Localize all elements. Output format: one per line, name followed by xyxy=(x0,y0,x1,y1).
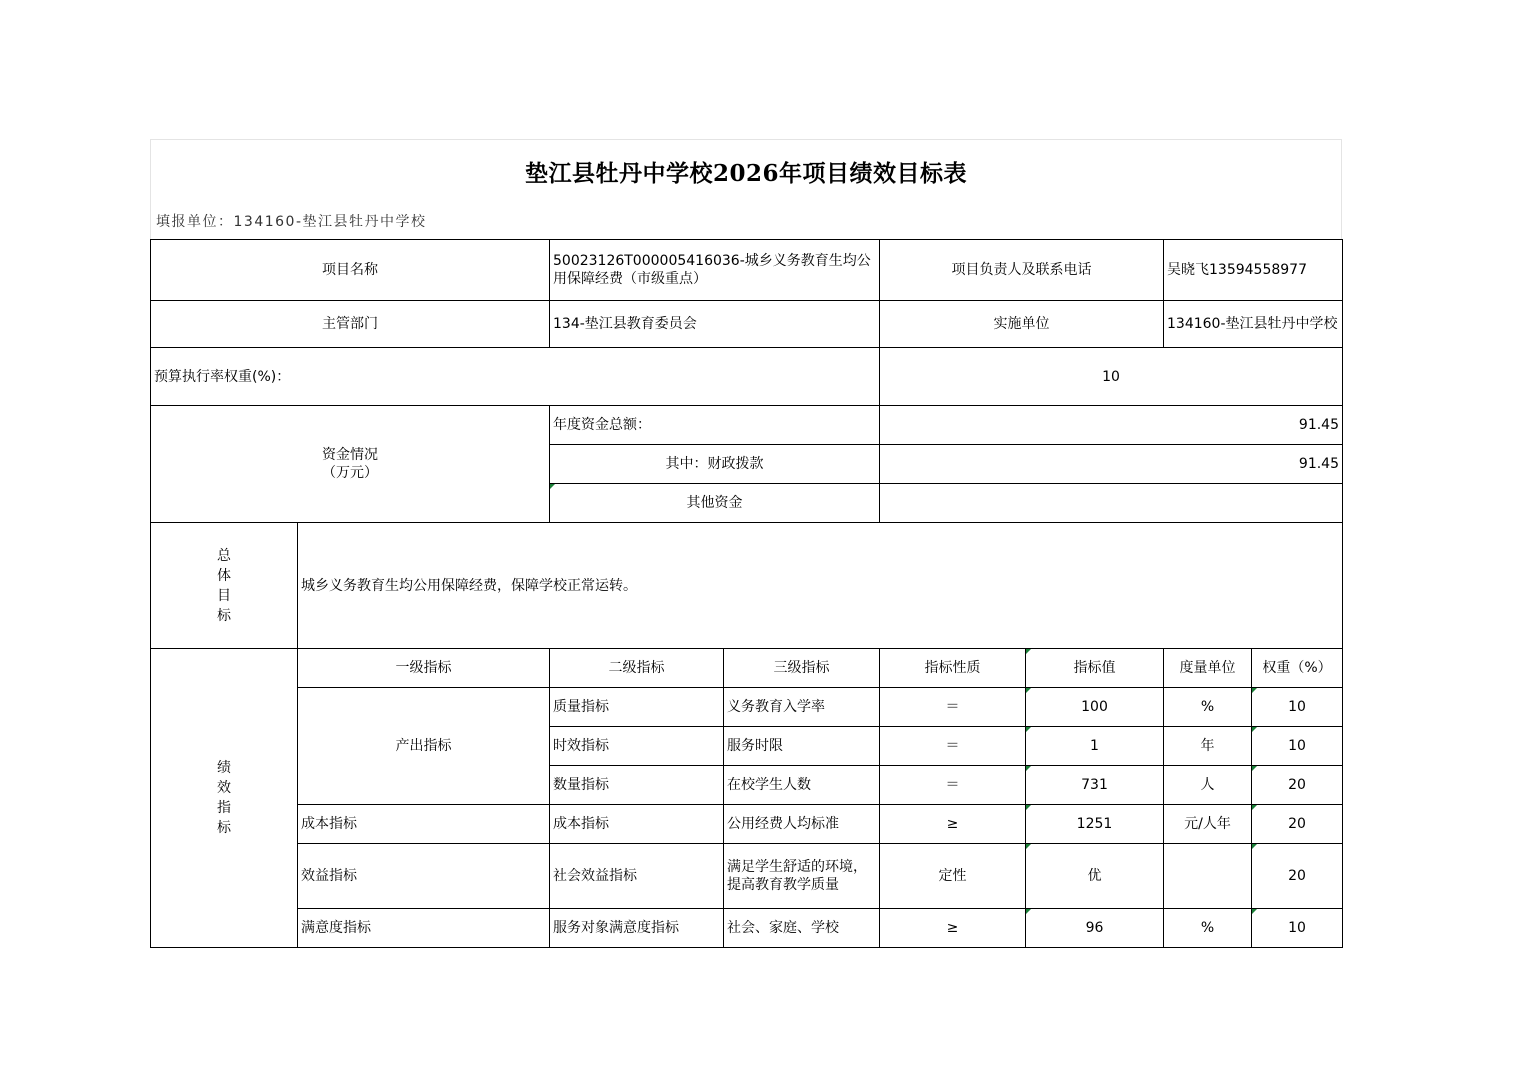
overall-goal-text: 城乡义务教育生均公用保障经费，保障学校正常运转。 xyxy=(298,523,1343,649)
level3-cell: 公用经费人均标准 xyxy=(724,805,880,844)
project-name-label: 项目名称 xyxy=(151,240,550,301)
value-cell: 731 xyxy=(1026,766,1164,805)
header-level2: 二级指标 xyxy=(550,649,724,688)
nature-cell: ＝ xyxy=(880,688,1026,727)
fill-unit: 填报单位：134160-垫江县牡丹中学校 xyxy=(150,203,1342,239)
level2-cell: 服务对象满意度指标 xyxy=(550,909,724,948)
level2-cell: 质量指标 xyxy=(550,688,724,727)
level1-cell: 成本指标 xyxy=(298,805,550,844)
nature-cell: ≥ xyxy=(880,909,1026,948)
performance-sheet xyxy=(150,139,1342,948)
table-row xyxy=(151,805,1343,844)
level2-cell: 数量指标 xyxy=(550,766,724,805)
table-row xyxy=(151,844,1343,909)
funds-total-value: 91.45 xyxy=(880,406,1343,445)
unit-cell xyxy=(1164,844,1252,909)
weight-cell: 20 xyxy=(1252,766,1343,805)
level1-cell: 效益指标 xyxy=(298,844,550,909)
weight-cell: 10 xyxy=(1252,727,1343,766)
level1-cell: 满意度指标 xyxy=(298,909,550,948)
unit-cell: 人 xyxy=(1164,766,1252,805)
nature-cell: ＝ xyxy=(880,766,1026,805)
level3-cell: 在校学生人数 xyxy=(724,766,880,805)
budget-rate-label: 预算执行率权重(%)： xyxy=(151,348,880,406)
indicator-header-row xyxy=(151,649,1343,688)
funds-fiscal-value: 91.45 xyxy=(880,445,1343,484)
level3-cell: 服务时限 xyxy=(724,727,880,766)
funds-label: 资金情况 （万元） xyxy=(151,406,550,523)
dept-row xyxy=(151,301,1343,348)
dept-label: 主管部门 xyxy=(151,301,550,348)
level2-cell: 社会效益指标 xyxy=(550,844,724,909)
nature-cell: ≥ xyxy=(880,805,1026,844)
dept-value: 134-垫江县教育委员会 xyxy=(550,301,880,348)
level3-cell: 满足学生舒适的环境，提高教育教学质量 xyxy=(724,844,880,909)
unit-cell: % xyxy=(1164,688,1252,727)
nature-cell: ＝ xyxy=(880,727,1026,766)
funds-other-value xyxy=(880,484,1343,523)
funds-total-label: 年度资金总额： xyxy=(550,406,880,445)
funds-total-row xyxy=(151,406,1343,445)
nature-cell: 定性 xyxy=(880,844,1026,909)
overall-goal-label: 总 体 目 标 xyxy=(151,523,298,649)
overall-goal-row xyxy=(151,523,1343,649)
header-value: 指标值 xyxy=(1026,649,1164,688)
header-unit: 度量单位 xyxy=(1164,649,1252,688)
header-nature: 指标性质 xyxy=(880,649,1026,688)
contact-value: 吴晓飞13594558977 xyxy=(1164,240,1343,301)
performance-table xyxy=(150,239,1343,948)
table-row xyxy=(151,688,1343,727)
value-cell: 1251 xyxy=(1026,805,1164,844)
performance-label: 绩 效 指 标 xyxy=(151,649,298,948)
value-cell: 1 xyxy=(1026,727,1164,766)
table-row xyxy=(151,909,1343,948)
contact-label: 项目负责人及联系电话 xyxy=(880,240,1164,301)
header-level1: 一级指标 xyxy=(298,649,550,688)
unit-cell: % xyxy=(1164,909,1252,948)
level2-cell: 成本指标 xyxy=(550,805,724,844)
value-cell: 96 xyxy=(1026,909,1164,948)
weight-cell: 20 xyxy=(1252,844,1343,909)
level3-cell: 义务教育入学率 xyxy=(724,688,880,727)
unit-cell: 年 xyxy=(1164,727,1252,766)
unit-cell: 元/人年 xyxy=(1164,805,1252,844)
weight-cell: 10 xyxy=(1252,909,1343,948)
impl-label: 实施单位 xyxy=(880,301,1164,348)
budget-rate-value: 10 xyxy=(880,348,1343,406)
header-weight: 权重（%） xyxy=(1252,649,1343,688)
level3-cell: 社会、家庭、学校 xyxy=(724,909,880,948)
budget-rate-row xyxy=(151,348,1343,406)
project-name-row xyxy=(151,240,1343,301)
title-box xyxy=(150,139,1342,203)
level2-cell: 时效指标 xyxy=(550,727,724,766)
level1-cell: 产出指标 xyxy=(298,688,550,805)
project-name-value: 50023126T000005416036-城乡义务教育生均公用保障经费（市级重点） xyxy=(550,240,880,301)
page-title: 垫江县牡丹中学校2026年项目绩效目标表 xyxy=(524,160,967,187)
weight-cell: 10 xyxy=(1252,688,1343,727)
value-cell: 100 xyxy=(1026,688,1164,727)
impl-value: 134160-垫江县牡丹中学校 xyxy=(1164,301,1343,348)
funds-other-label: 其他资金 xyxy=(550,484,880,523)
funds-fiscal-label: 其中：财政拨款 xyxy=(550,445,880,484)
value-cell: 优 xyxy=(1026,844,1164,909)
weight-cell: 20 xyxy=(1252,805,1343,844)
header-level3: 三级指标 xyxy=(724,649,880,688)
